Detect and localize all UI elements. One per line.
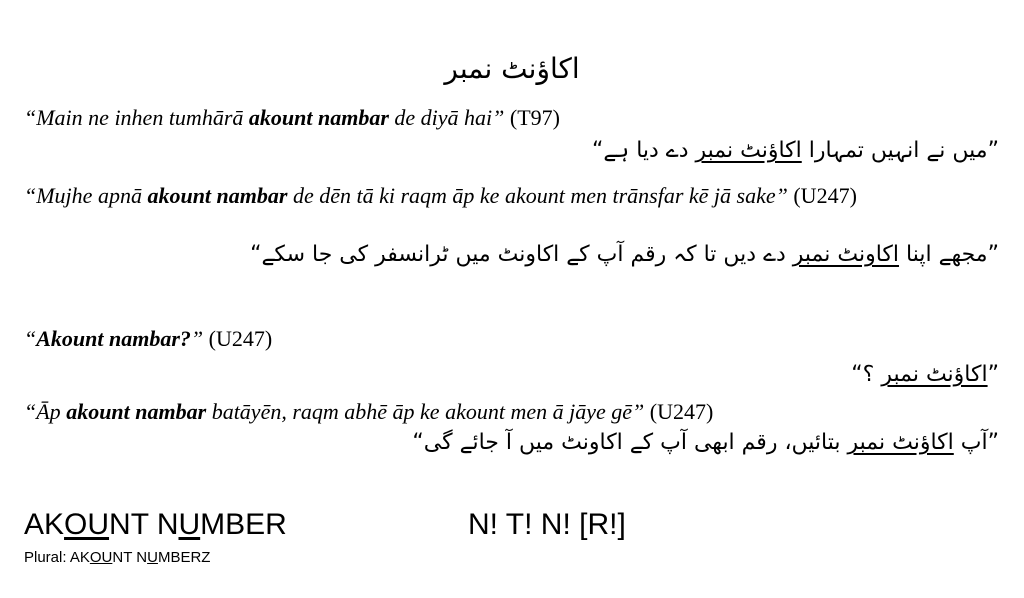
urdu-term: اکاؤنٹ نمبر <box>847 430 954 455</box>
plural-part: NT N <box>112 549 148 566</box>
tone-pattern: N! T! N! [R!] <box>468 508 626 541</box>
urdu-text: بتائیں، رقم ابھی آپ کے اکاونٹ میں آ جائے گی“ <box>412 430 848 455</box>
source-ref: (U247) <box>203 326 273 351</box>
rom-text: ” <box>190 326 204 351</box>
urdu-text: ” <box>987 362 999 387</box>
plural-stress: OU <box>89 549 113 566</box>
plural-stress: U <box>147 549 158 566</box>
example-romanized <box>24 399 999 425</box>
urdu-term: اکاؤنٹ نمبر <box>881 362 988 387</box>
headword <box>24 508 287 542</box>
rom-term: Akount nambar? <box>36 326 191 351</box>
source-ref: (T97) <box>504 105 560 130</box>
rom-term: akount nambar <box>248 105 389 130</box>
source-ref: (U247) <box>787 183 857 208</box>
plural-part: AK <box>69 549 90 566</box>
rom-term: akount nambar <box>66 399 207 424</box>
example-urdu <box>24 428 999 458</box>
urdu-term: اکاؤنٹ نمبر <box>695 138 802 163</box>
example-romanized <box>24 105 999 131</box>
headword-part: NT N <box>109 508 179 541</box>
example-urdu <box>24 240 999 270</box>
entry-title: اکاؤنٹ نمبر <box>444 52 580 85</box>
urdu-text: ”میں نے انہیں تمہارا <box>801 138 999 163</box>
urdu-text: دے دیا ہے“ <box>592 138 696 163</box>
rom-text: de dēn tā ki raqm āp ke akount men trānsfar kē jā sake” <box>287 183 788 208</box>
example-urdu <box>24 360 999 390</box>
rom-text: “Mujhe apnā <box>24 183 148 208</box>
urdu-text: دے دیں تا کہ رقم آپ کے اکاونٹ میں ٹرانسفر کی جا سکے“ <box>250 242 793 267</box>
plural-part: MBERZ <box>157 549 211 566</box>
source-ref: (U247) <box>644 399 714 424</box>
urdu-text: ”مجھے اپنا <box>899 242 999 267</box>
rom-text: de diyā hai” <box>388 105 505 130</box>
headword-stress: OU <box>64 508 110 541</box>
rom-text: “Main ne inhen tumhārā <box>24 105 249 130</box>
plural-form <box>24 549 210 566</box>
example-romanized <box>24 326 999 352</box>
rom-text: “Āp <box>24 399 67 424</box>
urdu-text: ”آپ <box>953 430 999 455</box>
rom-text: batāyēn, raqm abhē āp ke akount men ā jāye gē” <box>206 399 645 424</box>
headword-part: AK <box>24 508 65 541</box>
plural-label: Plural: <box>24 549 70 566</box>
example-romanized <box>24 183 999 209</box>
rom-term: akount nambar <box>147 183 288 208</box>
example-urdu <box>24 136 999 166</box>
headword-stress: U <box>178 508 201 541</box>
headword-part: MBER <box>200 508 287 541</box>
urdu-term: اکاونٹ نمبر <box>792 242 900 267</box>
urdu-text: ؟“ <box>851 362 882 387</box>
rom-text: “ <box>24 326 37 351</box>
